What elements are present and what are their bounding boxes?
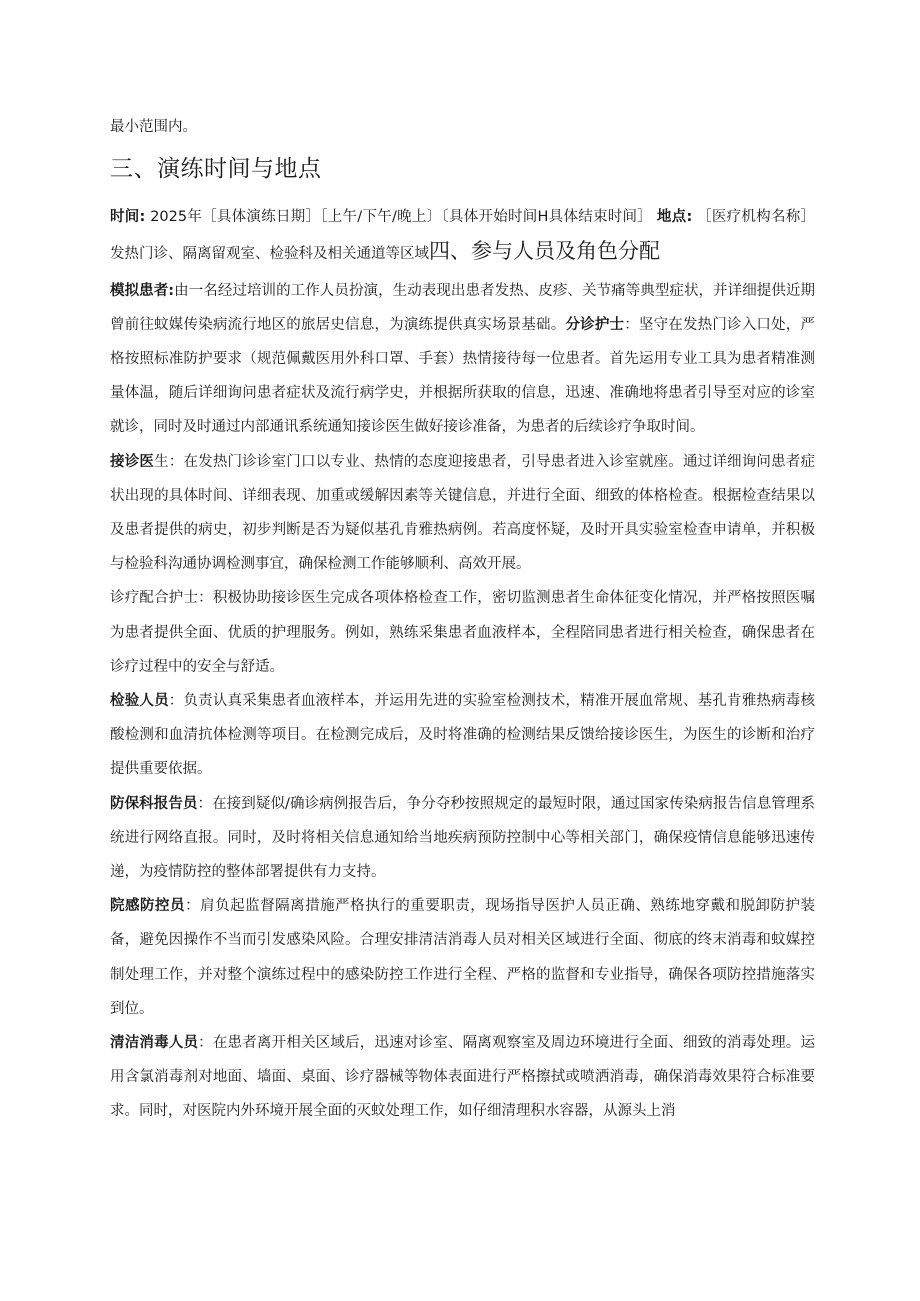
- document-body: [110, 110, 815, 1129]
- time-place-paragraph: [110, 200, 815, 271]
- role-paragraph-cleaning: [110, 1026, 815, 1129]
- role-text-reporter: ：在接到疑似/确诊病例报告后，争分夺秒按照规定的最短时限，通过国家传染病报告信息管理系统进行网络直报。同时，及时将相关信息通知给当地疾病预防控制中心等相关部门，确保疫情信息能够迅速传递，为疫情防控的整体部署提供有力支持。: [110, 795, 815, 881]
- role-text-infection-control: ：肩负起监督隔离措施严格执行的重要职责，现场指导医护人员正确、熟练地穿戴和脱卸防护装备，避免因操作不当而引发感染风险。合理安排清洁消毒人员对相关区域进行全面、彻底的终末消毒和蚊媒控制处理工作，并对整个演练过程中的感染防控工作进行全程、严格的监督和专业指导，确保各项防控措施落实到位。: [110, 898, 816, 1017]
- role-label-doctor: 接诊医: [110, 453, 155, 470]
- intro-tail: 最小范围内。: [110, 119, 197, 135]
- role-label-simulated-patient: 模拟患者:: [110, 282, 175, 299]
- role-paragraph-patient-triage: [110, 274, 815, 445]
- role-label-reporter: 防保科报告员: [110, 795, 198, 812]
- place-text: ［医疗机构名称］发热门诊、隔离留观室、检验科及相关通道等区域: [110, 209, 815, 263]
- role-text-lab: ：负责认真采集患者血液样本，并运用先进的实验室检测技术，精准开展血常规、基孔肯雅热病毒核酸检测和血清抗体检测等项目。在检测完成后，及时将准确的检测结果反馈给接诊医生，为医生的诊断和治疗提供重要依据。: [110, 693, 815, 778]
- role-paragraph-doctor: [110, 445, 815, 582]
- section3-heading: 三、演练时间与地点: [110, 156, 322, 183]
- role-label-cleaning: 清洁消毒人员: [110, 1035, 199, 1052]
- role-paragraph-lab: [110, 684, 815, 787]
- place-label: 地点:: [656, 209, 693, 226]
- role-text-simulated-patient: 由一名经过培训的工作人员扮演，生动表现出患者发热、皮疹、关节痛等典型症状，并详细提供近期曾前往蚊媒传染病流行地区的旅居史信息，为演练提供真实场景基础。: [110, 282, 815, 333]
- role-paragraph-assist-nurse: [110, 581, 815, 684]
- role-text-assist-nurse: 诊疗配合护士：积极协助接诊医生完成各项体格检查工作，密切监测患者生命体征变化情况，并严格按照医嘱为患者提供全面、优质的护理服务。例如，熟练采集患者血液样本，全程陪同患者进行相关检查，确保患者在诊疗过程中的安全与舒适。: [110, 590, 815, 675]
- role-label-doctor-tail: 生: [154, 453, 169, 470]
- role-paragraph-reporter: [110, 787, 815, 890]
- role-text-triage-nurse: ：坚守在发热门诊入口处，严格按照标准防护要求（规范佩戴医用外科口罩、手套）热情接待每一位患者。首先运用专业工具为患者精准测量体温，随后详细询问患者症状及流行病学史，并根据所获取的信息，迅速、准确地将患者引导至对应的诊室就诊，同时及时通过内部通讯系统通知接诊医生做好接诊准备，为患者的后续诊疗争取时间。: [110, 316, 816, 436]
- role-label-lab: 检验人员: [110, 693, 169, 710]
- role-paragraph-infection-control: [110, 889, 815, 1026]
- time-text: 2025年［具体演练日期］［上午/下午/晚上〕〔具体开始时间H具体结束时间］: [150, 209, 653, 226]
- time-label: 时间:: [110, 209, 146, 226]
- role-label-triage-nurse: 分诊护士: [565, 316, 625, 333]
- section4-heading: 四、参与人员及角色分配: [429, 239, 660, 264]
- role-text-cleaning: ：在患者离开相关区域后，迅速对诊室、隔离观察室及周边环境进行全面、细致的消毒处理。运用含氯消毒剂对地面、墙面、桌面、诊疗器械等物体表面进行严格擦拭或喷洒消毒，确保消毒效果符合标准要求。同时，对医院内外环境开展全面的灭蚊处理工作，如仔细清理积水容器，从源头上消: [110, 1035, 816, 1120]
- role-text-doctor: ：在发热门诊诊室门口以专业、热情的态度迎接患者，引导患者进入诊室就座。通过详细询问患者症状出现的具体时间、详细表现、加重或缓解因素等关键信息，并进行全面、细致的体格检查。根据检查结果以及患者提供的病史，初步判断是否为疑似基孔肯雅热病例。若高度怀疑，及时开具实验室检查申请单，并积极与检验科沟通协调检测事宜，确保检测工作能够顺利、高效开展。: [110, 453, 816, 573]
- role-label-infection-control: 院感防控员: [110, 898, 186, 915]
